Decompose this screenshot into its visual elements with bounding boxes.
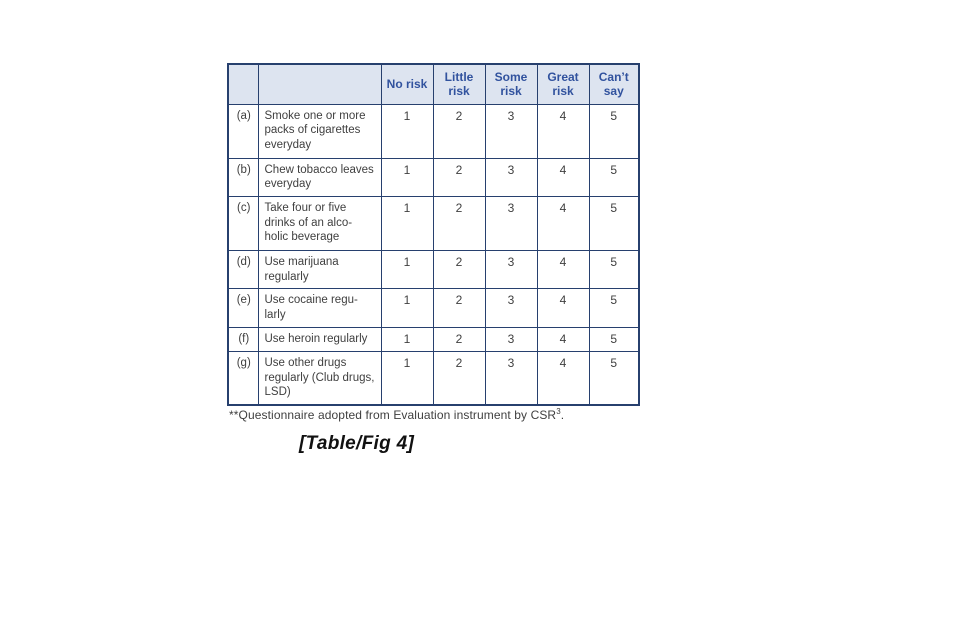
description-cell: Use other drugs regularly (Club drugs, LSD) [258, 351, 381, 405]
value-cell: 4 [537, 196, 589, 250]
table-row [228, 289, 639, 327]
value-cell: 1 [381, 351, 433, 405]
value-cell: 5 [589, 250, 639, 288]
value-cell: 4 [537, 158, 589, 196]
value-cell: 3 [485, 250, 537, 288]
header-empty-cell [258, 64, 381, 104]
footnote-period: . [560, 408, 565, 422]
value-cell: 3 [485, 158, 537, 196]
row-label-cell: (d) [228, 250, 258, 288]
footnote-text: **Questionnaire adopted from Evaluation instrument by CSR [229, 408, 557, 422]
value-cell: 3 [485, 327, 537, 351]
table-header-row [228, 64, 639, 104]
row-label-cell: (f) [228, 327, 258, 351]
value-cell: 5 [589, 351, 639, 405]
header-cell-little-risk: Little risk [433, 64, 485, 104]
row-label-cell: (c) [228, 196, 258, 250]
value-cell: 2 [433, 250, 485, 288]
header-cell-some-risk: Some risk [485, 64, 537, 104]
header-empty-cell [228, 64, 258, 104]
description-cell: Use cocaine regu-larly [258, 289, 381, 327]
description-cell: Use marijuana regularly [258, 250, 381, 288]
description-cell: Chew tobacco leaves everyday [258, 158, 381, 196]
value-cell: 4 [537, 104, 589, 158]
figure-caption: [Table/Fig 4] [299, 433, 415, 454]
row-label-cell: (b) [228, 158, 258, 196]
value-cell: 2 [433, 104, 485, 158]
value-cell: 5 [589, 158, 639, 196]
row-label-cell: (e) [228, 289, 258, 327]
value-cell: 2 [433, 196, 485, 250]
footnote-superscript: 3 [556, 407, 561, 416]
value-cell: 3 [485, 196, 537, 250]
value-cell: 2 [433, 351, 485, 405]
table-row [228, 196, 639, 250]
table-row [228, 158, 639, 196]
value-cell: 2 [433, 327, 485, 351]
value-cell: 3 [485, 289, 537, 327]
value-cell: 5 [589, 196, 639, 250]
value-cell: 5 [589, 289, 639, 327]
row-label-cell: (a) [228, 104, 258, 158]
description-cell: Take four or five drinks of an alco-holic beverage [258, 196, 381, 250]
value-cell: 1 [381, 250, 433, 288]
value-cell: 1 [381, 289, 433, 327]
value-cell: 5 [589, 327, 639, 351]
table-row [228, 250, 639, 288]
value-cell: 1 [381, 104, 433, 158]
footnote [229, 408, 564, 422]
value-cell: 1 [381, 196, 433, 250]
value-cell: 3 [485, 351, 537, 405]
header-cell-no-risk: No risk [381, 64, 433, 104]
table-row [228, 104, 639, 158]
description-cell: Use heroin regularly [258, 327, 381, 351]
value-cell: 2 [433, 158, 485, 196]
value-cell: 5 [589, 104, 639, 158]
value-cell: 2 [433, 289, 485, 327]
header-cell-cant-say: Can’t say [589, 64, 639, 104]
header-cell-great-risk: Great risk [537, 64, 589, 104]
row-label-cell: (g) [228, 351, 258, 405]
value-cell: 1 [381, 327, 433, 351]
value-cell: 4 [537, 289, 589, 327]
risk-questionnaire-table [227, 63, 640, 406]
table-row [228, 351, 639, 405]
description-cell: Smoke one or more packs of cigarettes everyday [258, 104, 381, 158]
value-cell: 4 [537, 351, 589, 405]
value-cell: 1 [381, 158, 433, 196]
value-cell: 4 [537, 250, 589, 288]
table-row [228, 327, 639, 351]
value-cell: 3 [485, 104, 537, 158]
value-cell: 4 [537, 327, 589, 351]
